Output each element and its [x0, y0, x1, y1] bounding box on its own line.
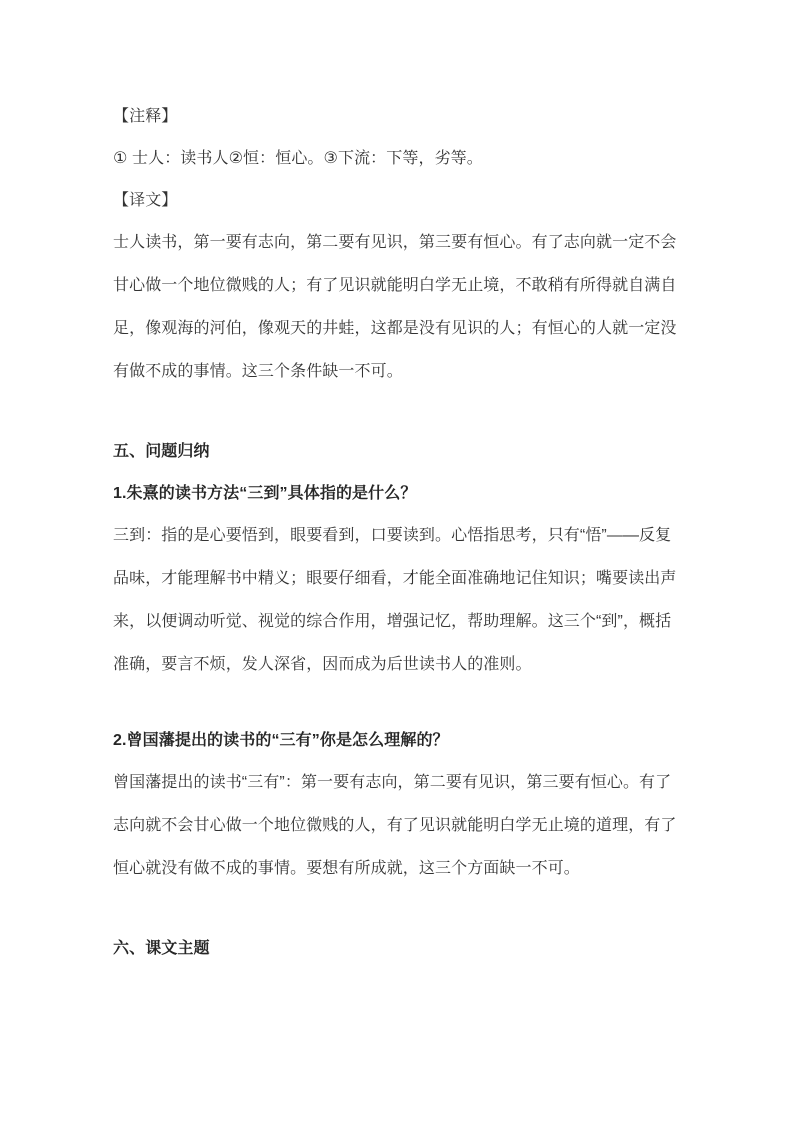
notes-annotation-line: ① 士人：读书人②恒：恒心。③下流：下等，劣等。 [113, 150, 483, 167]
answer2-line: 曾国藩提出的读书“三有”：第一要有志向，第二要有见识，第三要有恒心。有了 [113, 774, 672, 791]
translation-label: 【译文】 [113, 192, 178, 209]
translation-line: 甘心做一个地位微贱的人；有了见识就能明白学无止境，不敢稍有所得就自满自 [113, 277, 677, 294]
answer1-line: 来，以便调动听觉、视觉的综合作用，增强记忆，帮助理解。这三个“到”，概括 [113, 613, 672, 630]
question2-heading: 2.曾国藩提出的读书的“三有”你是怎么理解的？ [113, 732, 449, 749]
answer1-paragraph [113, 514, 677, 686]
answer2-line: 志向就不会甘心做一个地位微贱的人，有了见识就能明白学无止境的道理，有了 [113, 817, 677, 834]
answer2-line: 恒心就没有做不成的事情。要想有所成就，这三个方面缺一不可。 [113, 860, 580, 877]
answer1-line: 三到：指的是心要悟到，眼要看到，口要读到。心悟指思考，只有“悟”——反复 [113, 527, 672, 544]
answer1-line: 准确，要言不烦，发人深省，因而成为后世读书人的准则。 [113, 656, 532, 673]
answer2-paragraph [113, 761, 677, 890]
translation-line: 足，像观海的河伯，像观天的井蛙，这都是没有见识的人；有恒心的人就一定没 [113, 320, 677, 337]
question1-heading: 1.朱熹的读书方法“三到”具体指的是什么？ [113, 485, 417, 502]
translation-line: 有做不成的事情。这三个条件缺一不可。 [113, 363, 403, 380]
translation-line: 士人读书，第一要有志向，第二要有见识，第三要有恒心。有了志向就一定不会 [113, 234, 677, 251]
answer1-line: 品味，才能理解书中精义；眼要仔细看，才能全面准确地记住知识；嘴要读出声 [113, 570, 677, 587]
translation-paragraph [113, 221, 677, 393]
section6-heading: 六、课文主题 [113, 940, 210, 957]
section5-heading: 五、问题归纳 [113, 443, 210, 460]
notes-label: 【注释】 [113, 108, 178, 125]
